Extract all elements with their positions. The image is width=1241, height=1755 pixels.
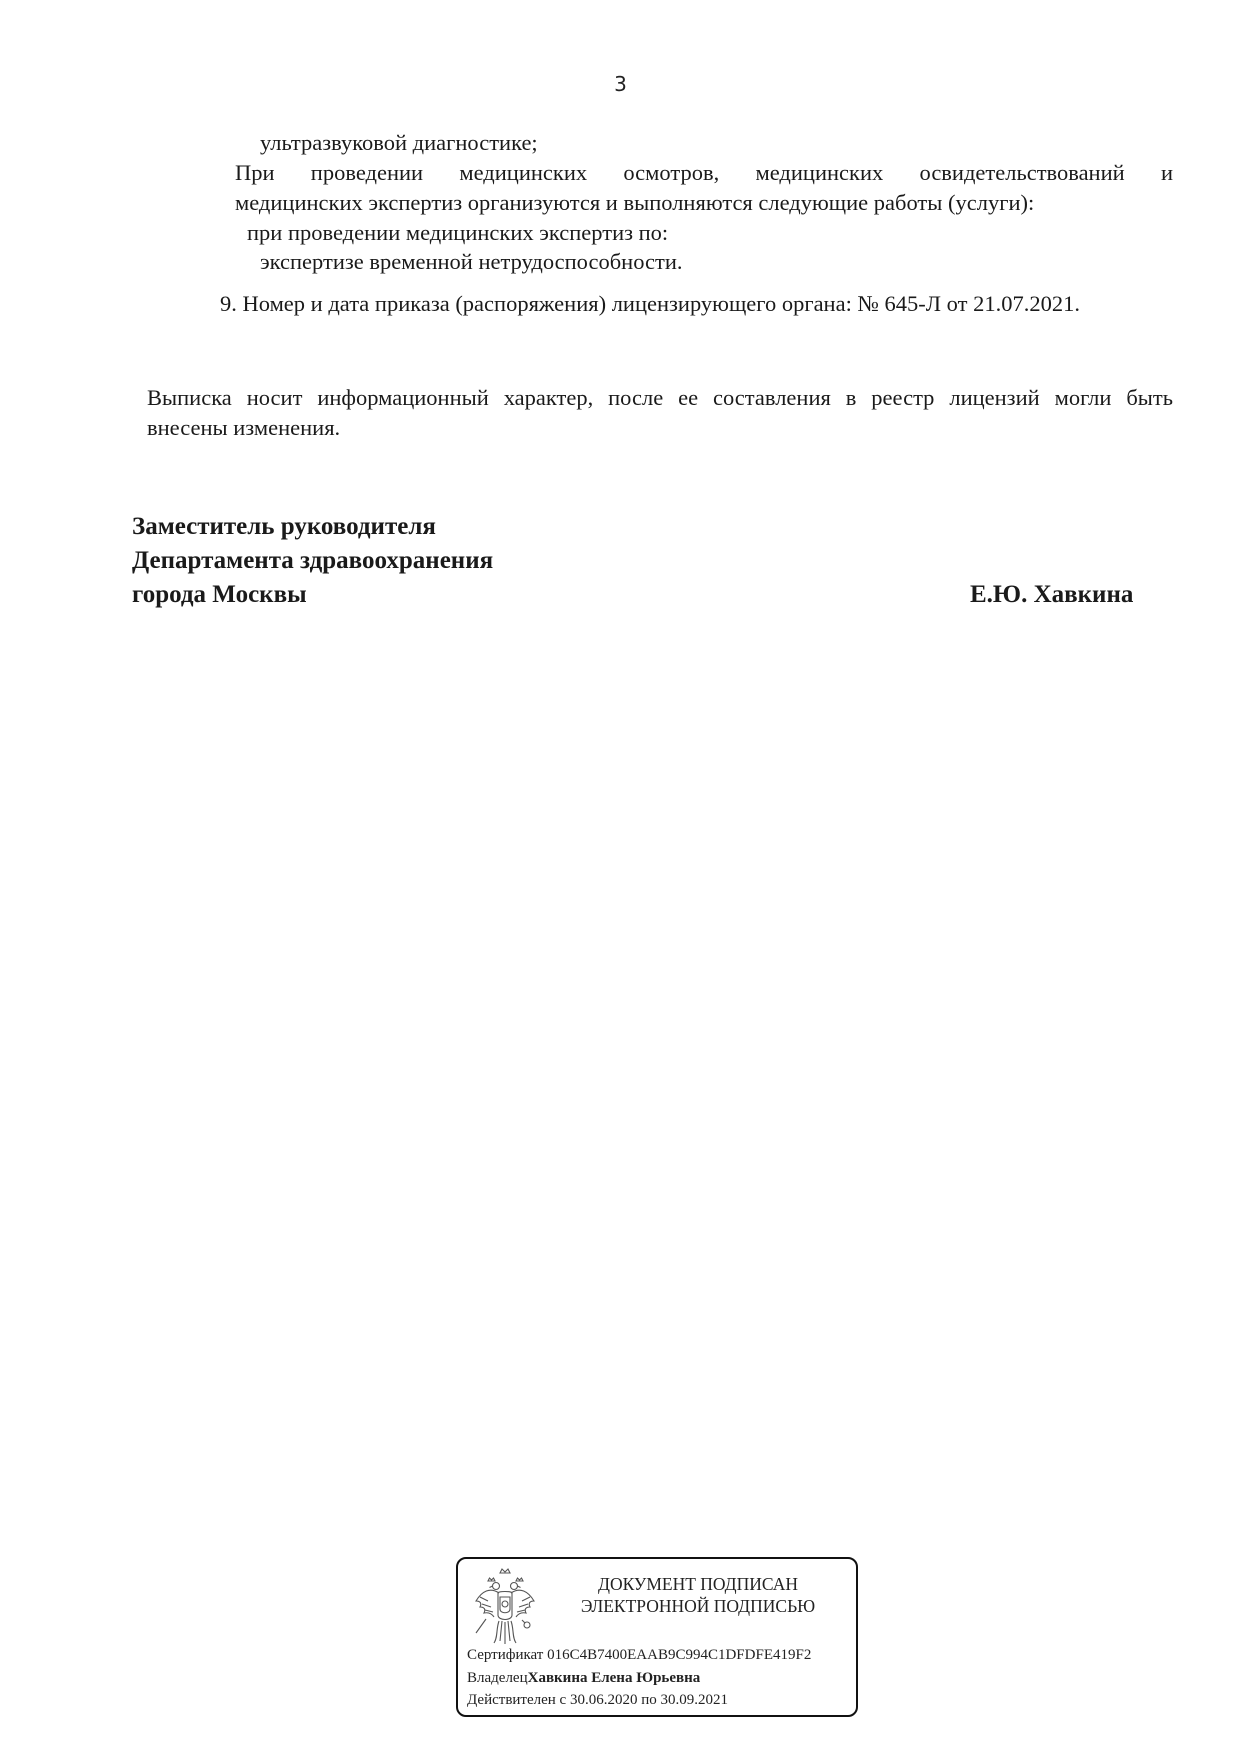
list-item-expertise: при проведении медицинских экспертиз по: — [247, 220, 669, 245]
list-item-disability: экспертизе временной нетрудоспособности. — [260, 249, 683, 274]
certificate-line — [467, 1645, 811, 1665]
signatory-name: Е.Ю. Хавкина — [970, 581, 1134, 608]
stamp-title-line-2: ЭЛЕКТРОННОЙ ПОДПИСЬЮ — [580, 1596, 816, 1616]
list-item-ultrasound: ультразвуковой диагностике; — [260, 130, 538, 155]
position-line-1: Заместитель руководителя — [132, 513, 436, 540]
note-line-2: внесены изменения. — [147, 415, 341, 440]
paragraph-line-2: медицинских экспертиз организуются и выполняются следующие работы (услуги): — [235, 190, 1035, 215]
validity-line: Действителен с 30.06.2020 по 30.09.2021 — [467, 1692, 728, 1708]
owner-line — [467, 1668, 700, 1688]
certificate-label: Сертификат — [467, 1647, 548, 1663]
stamp-title-line-1: ДОКУМЕНТ ПОДПИСАН — [598, 1574, 798, 1594]
certificate-value: 016C4B7400EAAB9C994C1DFDFE419F2 — [547, 1647, 812, 1663]
position-line-2: Департамента здравоохранения — [132, 547, 494, 574]
owner-value: Хавкина Елена Юрьевна — [527, 1670, 701, 1686]
russian-coat-of-arms-icon — [472, 1567, 538, 1647]
electronic-signature-stamp — [456, 1557, 858, 1717]
note-line-1: Выписка носит информационный характер, после ее составления в реестр лицензий могли быть — [147, 385, 1173, 410]
page-number: 3 — [614, 72, 627, 96]
owner-label: Владелец — [467, 1670, 528, 1686]
position-line-3: города Москвы — [132, 581, 307, 608]
signatory-position — [132, 510, 493, 612]
paragraph-line-1: При проведении медицинских осмотров, медицинских освидетельствований и — [235, 160, 1173, 185]
stamp-title — [548, 1573, 848, 1617]
order-number-item: 9. Номер и дата приказа (распоряжения) лицензирующего органа: № 645-Л от 21.07.2021. — [220, 291, 1080, 316]
